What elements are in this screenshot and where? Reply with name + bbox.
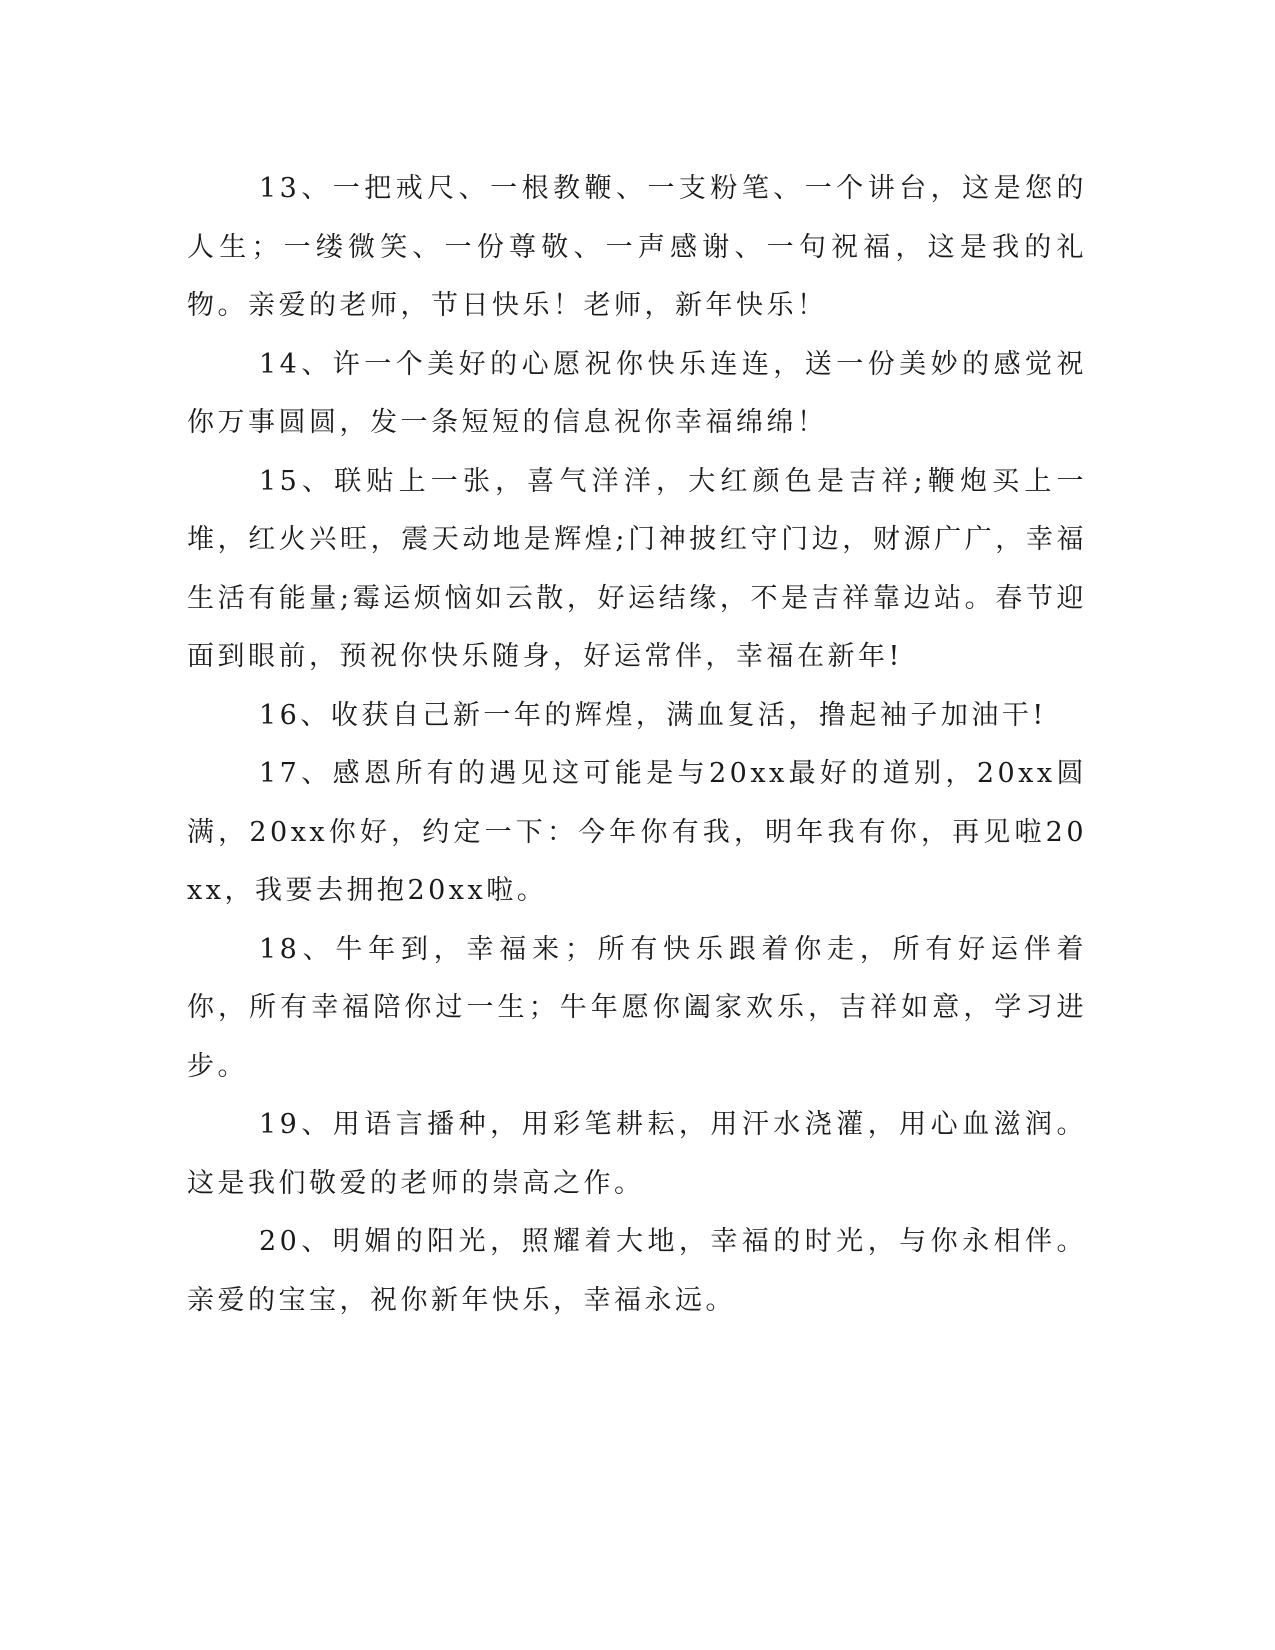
paragraph-14: 14、许一个美好的心愿祝你快乐连连，送一份美妙的感觉祝你万事圆圆，发一条短短的信息祝你幸福绵绵！	[187, 348, 1087, 438]
document-body	[187, 160, 1087, 1330]
paragraph-17: 17、感恩所有的遇见这可能是与20xx最好的道别，20xx圆满，20xx你好，约定一下：今年你有我，明年我有你，再见啦20xx，我要去拥抱20xx啦。	[187, 758, 1087, 906]
paragraph-18: 18、牛年到，幸福来；所有快乐跟着你走，所有好运伴着你，所有幸福陪你过一生；牛年愿你阖家欢乐，吉祥如意，学习进步。	[187, 933, 1087, 1082]
paragraph-15: 15、联贴上一张，喜气洋洋，大红颜色是吉祥;鞭炮买上一堆，红火兴旺，震天动地是辉煌;门神披红守门边，财源广广，幸福生活有能量;霉运烦恼如云散，好运结缘，不是吉祥靠边站。春节迎面到眼前，预祝你快乐随身，好运常伴，幸福在新年!	[187, 465, 1087, 672]
paragraph-19: 19、用语言播种，用彩笔耕耘，用汗水浇灌，用心血滋润。这是我们敬爱的老师的崇高之作。	[187, 1109, 1087, 1199]
paragraph-16: 16、收获自己新一年的辉煌，满血复活，撸起袖子加油干!	[259, 699, 1047, 731]
paragraph-20: 20、明媚的阳光，照耀着大地，幸福的时光，与你永相伴。亲爱的宝宝，祝你新年快乐，幸福永远。	[187, 1226, 1087, 1316]
paragraph-13: 13、一把戒尺、一根教鞭、一支粉笔、一个讲台，这是您的人生；一缕微笑、一份尊敬、一声感谢、一句祝福，这是我的礼物。亲爱的老师，节日快乐！老师，新年快乐！	[187, 173, 1087, 321]
